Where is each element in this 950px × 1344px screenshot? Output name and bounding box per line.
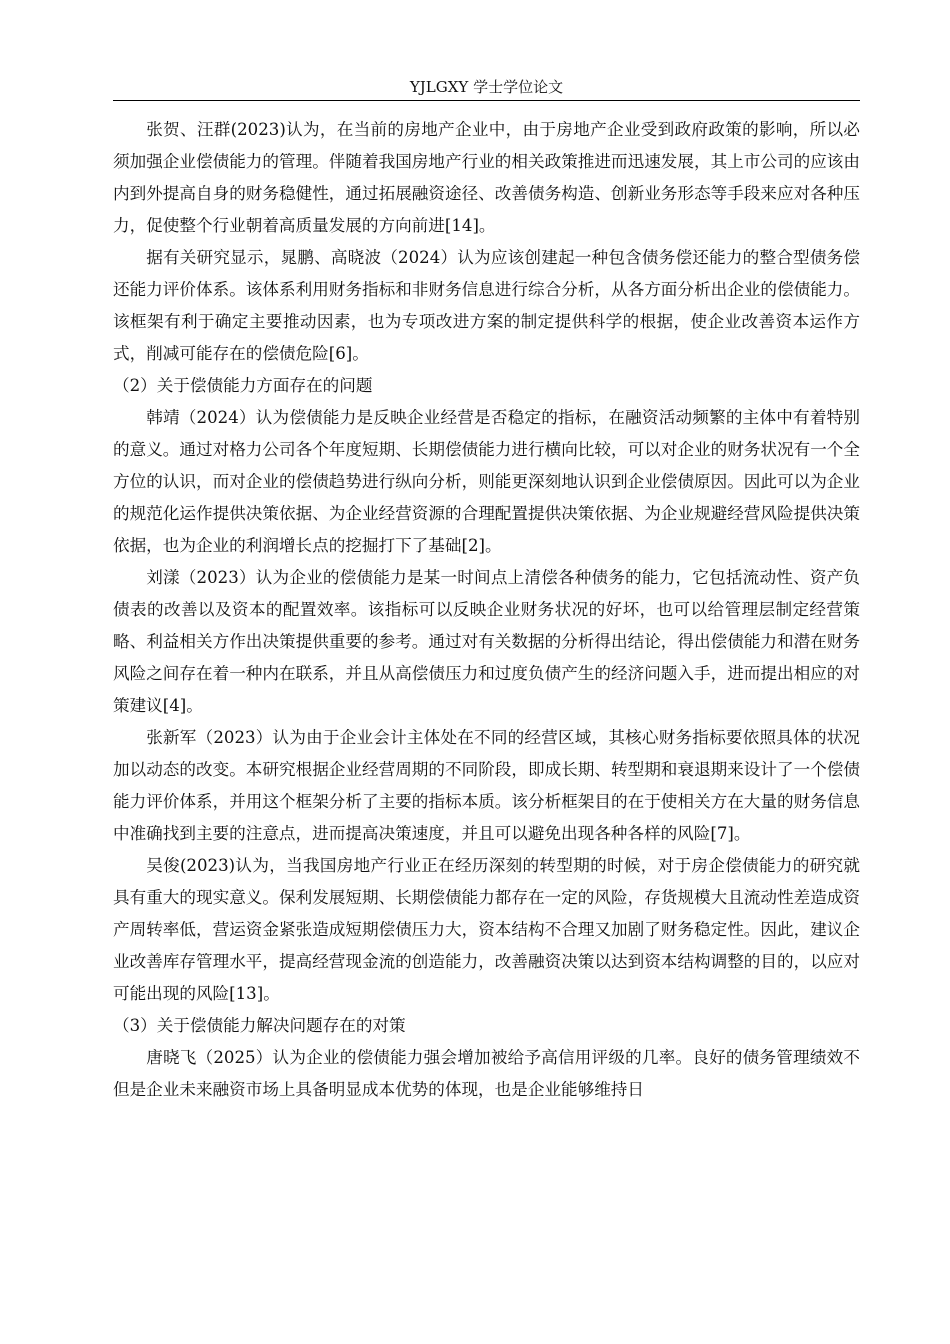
section-heading: （2）关于偿债能力方面存在的问题 <box>113 376 373 395</box>
header-divider <box>113 100 860 101</box>
paragraph: 吴俊(2023)认为，当我国房地产行业正在经历深刻的转型期的时候，对于房企偿债能力的研究就具有重大的现实意义。保利发展短期、长期偿债能力都存在一定的风险，存货规模大且流动性差造成资产周转率低，营运资金紧张造成短期偿债压力大，资本结构不合理又加剧了财务稳定性。因此，建议企业改善库存管理水平，提高经营现金流的创造能力，改善融资决策以达到资本结构调整的目的，以应对可能出现的风险[13]。 <box>113 856 860 1003</box>
paragraph: 刘漾（2023）认为企业的偿债能力是某一时间点上清偿各种债务的能力，它包括流动性、资产负债表的改善以及资本的配置效率。该指标可以反映企业财务状况的好坏，也可以给管理层制定经营策略、利益相关方作出决策提供重要的参考。通过对有关数据的分析得出结论，得出偿债能力和潜在财务风险之间存在着一种内在联系，并且从高偿债压力和过度负债产生的经济问题入手，进而提出相应的对策建议[4]。 <box>113 568 860 715</box>
paragraph: 唐晓飞（2025）认为企业的偿债能力强会增加被给予高信用评级的几率。良好的债务管理绩效不但是企业未来融资市场上具备明显成本优势的体现，也是企业能够维持日 <box>113 1048 860 1099</box>
paragraph: 张贺、汪群(2023)认为，在当前的房地产企业中，由于房地产企业受到政府政策的影响，所以必须加强企业偿债能力的管理。伴随着我国房地产行业的相关政策推进而迅速发展，其上市公司的应该由内到外提高自身的财务稳健性，通过拓展融资途径、改善债务构造、创新业务形态等手段来应对各种压力，促使整个行业朝着高质量发展的方向前进[14]。 <box>113 120 860 235</box>
page-header: YJLGXY 学士学位论文 <box>409 78 564 96</box>
section-heading: （3）关于偿债能力解决问题存在的对策 <box>113 1016 406 1035</box>
body-text <box>113 114 860 1106</box>
paragraph: 据有关研究显示，晁鹏、高晓波（2024）认为应该创建起一种包含债务偿还能力的整合型债务偿还能力评价体系。该体系利用财务指标和非财务信息进行综合分析，从各方面分析出企业的偿债能力。该框架有利于确定主要推动因素，也为专项改进方案的制定提供科学的根据，使企业改善资本运作方式，削减可能存在的偿债危险[6]。 <box>113 248 860 363</box>
paragraph: 张新军（2023）认为由于企业会计主体处在不同的经营区域，其核心财务指标要依照具体的状况加以动态的改变。本研究根据企业经营周期的不同阶段，即成长期、转型期和衰退期来设计了一个偿债能力评价体系，并用这个框架分析了主要的指标本质。该分析框架目的在于使相关方在大量的财务信息中准确找到主要的注意点，进而提高决策速度，并且可以避免出现各种各样的风险[7]。 <box>113 728 860 843</box>
paragraph: 韩靖（2024）认为偿债能力是反映企业经营是否稳定的指标，在融资活动频繁的主体中有着特别的意义。通过对格力公司各个年度短期、长期偿债能力进行横向比较，可以对企业的财务状况有一个全方位的认识，而对企业的偿债趋势进行纵向分析，则能更深刻地认识到企业偿债原因。因此可以为企业的规范化运作提供决策依据、为企业经营资源的合理配置提供决策依据、为企业规避经营风险提供决策依据，也为企业的利润增长点的挖掘打下了基础[2]。 <box>113 408 860 555</box>
